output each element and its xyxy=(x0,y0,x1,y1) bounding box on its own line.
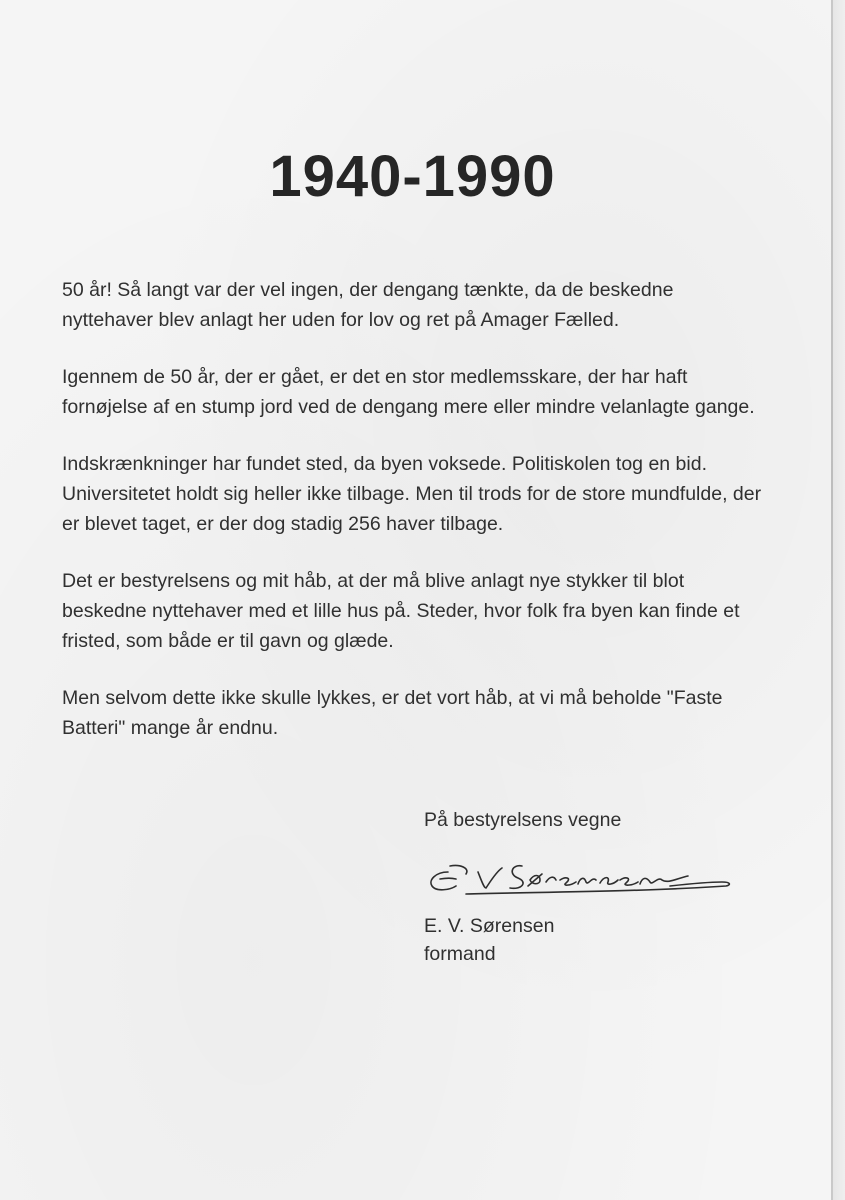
paragraph: Indskrænkninger har fundet sted, da byen voksede. Politiskolen tog en bid. Universitetet holdt sig heller ikke tilbage. Men til trods for de store mundfulde, der er blevet taget, er der dog stadig 256 haver tilbage. xyxy=(62,453,762,535)
page-edge-shadow xyxy=(833,0,845,1200)
signer-role: formand xyxy=(424,943,496,965)
paragraph: Det er bestyrelsens og mit håb, at der må blive anlagt nye stykker til blot beskedne nyttehaver med et lille hus på. Steder, hvor folk fra byen kan finde et fristed, som både er til gavn og glæde. xyxy=(62,570,740,652)
on-behalf-line: På bestyrelsens vegne xyxy=(424,809,622,831)
signoff-block xyxy=(424,806,754,968)
signer-name: E. V. Sørensen xyxy=(424,915,555,937)
page-title: 1940-1990 xyxy=(269,144,556,209)
page-edge xyxy=(831,0,833,1200)
paragraph: Men selvom dette ikke skulle lykkes, er det vort håb, at vi må beholde "Faste Batteri" mange år endnu. xyxy=(62,687,723,739)
handwritten-signature xyxy=(426,852,736,898)
paragraph: 50 år! Så langt var der vel ingen, der dengang tænkte, da de beskedne nyttehaver blev anlagt her uden for lov og ret på Amager Fælled. xyxy=(62,279,674,331)
paragraph: Igennem de 50 år, der er gået, er det en stor medlemsskare, der har haft fornøjelse af en stump jord ved de dengang mere eller mindre velanlagte gange. xyxy=(62,366,755,418)
body-text xyxy=(62,275,762,770)
